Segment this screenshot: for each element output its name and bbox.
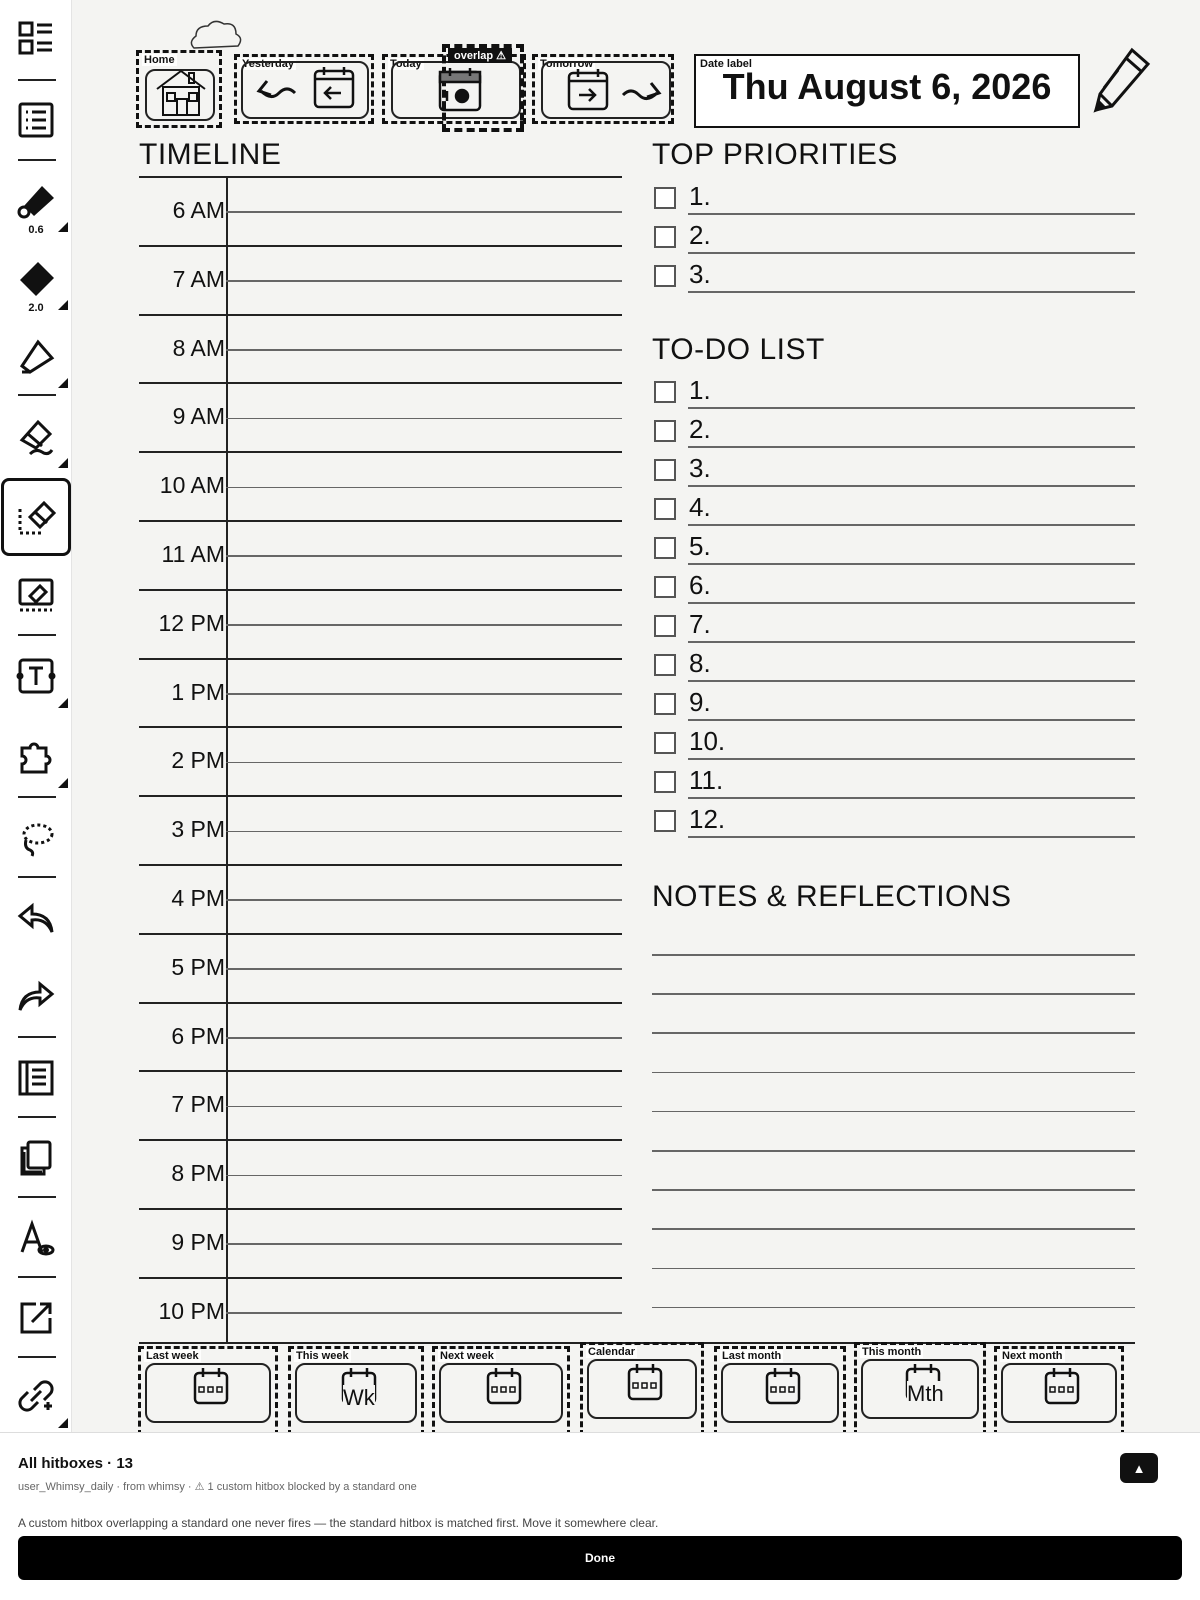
half-hour-line[interactable] <box>226 349 622 351</box>
item-line[interactable] <box>688 680 1135 682</box>
expand-triangle-icon[interactable] <box>58 222 68 232</box>
hour-line[interactable] <box>139 451 622 453</box>
notes-line[interactable] <box>652 1268 1135 1270</box>
calendar-back-icon <box>311 65 357 111</box>
link-icon <box>16 1376 56 1416</box>
hitbox-label: Home <box>144 54 175 66</box>
checkbox[interactable] <box>654 381 676 403</box>
half-hour-line[interactable] <box>226 693 622 695</box>
toolbar-divider <box>18 79 56 81</box>
timeline-top-rule <box>139 176 622 178</box>
half-hour-line[interactable] <box>226 899 622 901</box>
date-text: Thu August 6, 2026 <box>722 66 1052 107</box>
checkbox[interactable] <box>654 693 676 715</box>
lasso-tool[interactable] <box>0 800 72 876</box>
hour-label: 9 AM <box>172 403 225 430</box>
item-line[interactable] <box>688 485 1135 487</box>
half-hour-line[interactable] <box>226 1175 622 1177</box>
half-hour-line[interactable] <box>226 1037 622 1039</box>
export-button[interactable] <box>0 1280 72 1356</box>
hour-line[interactable] <box>139 1208 622 1210</box>
checkbox[interactable] <box>654 226 676 248</box>
notes-line[interactable] <box>652 1150 1135 1152</box>
arrow-left-icon <box>255 75 299 105</box>
hour-label: 8 AM <box>172 334 225 361</box>
hour-label: 1 PM <box>171 678 225 705</box>
checkbox[interactable] <box>654 459 676 481</box>
arrow-right-icon <box>619 77 663 107</box>
half-hour-line[interactable] <box>226 1106 622 1108</box>
hour-line[interactable] <box>139 795 622 797</box>
item-number: 5. <box>689 531 711 561</box>
done-button[interactable]: Done <box>18 1536 1182 1580</box>
hour-line[interactable] <box>139 382 622 384</box>
copy-pages-button[interactable] <box>0 1120 72 1196</box>
toolbar-divider <box>18 634 56 636</box>
hitbox-label: Today <box>390 58 422 70</box>
pen-size-label: 2.0 <box>28 302 44 314</box>
item-number: 1. <box>689 375 711 405</box>
plugin-tool[interactable] <box>0 718 72 794</box>
fountain-pen-tool[interactable] <box>0 162 72 238</box>
hour-label: 6 PM <box>171 1022 225 1049</box>
notebook-button[interactable] <box>0 1040 72 1116</box>
hour-line[interactable] <box>139 726 622 728</box>
half-hour-line[interactable] <box>226 487 622 489</box>
item-number: 2. <box>689 220 711 250</box>
item-number: 12. <box>689 804 726 834</box>
hitbox-label: Calendar <box>588 1346 636 1358</box>
bottom-nav-hitbox[interactable] <box>994 1346 1124 1432</box>
copy-pages-icon <box>16 1138 56 1178</box>
notes-line[interactable] <box>652 1189 1135 1191</box>
toolbar-divider <box>18 876 56 878</box>
hour-label: 9 PM <box>171 1229 225 1255</box>
item-line[interactable] <box>688 758 1135 760</box>
calendar-icon <box>615 1361 675 1401</box>
week-text: Wk <box>343 1385 375 1410</box>
checkbox[interactable] <box>654 420 676 442</box>
text-box-icon <box>16 656 56 696</box>
checkbox[interactable] <box>654 615 676 637</box>
home-hitbox[interactable] <box>136 50 222 128</box>
item-line[interactable] <box>688 524 1135 526</box>
last-week-icon <box>181 1365 241 1405</box>
export-icon <box>16 1298 56 1338</box>
calendar-today-icon <box>436 66 484 114</box>
item-number: 3. <box>689 453 711 483</box>
bottom-nav-hitbox[interactable] <box>580 1342 704 1432</box>
todo-title: TO-DO LIST <box>652 333 825 366</box>
selection-eraser-icon <box>16 497 56 537</box>
hour-line[interactable] <box>139 520 622 522</box>
checkbox[interactable] <box>654 576 676 598</box>
item-line[interactable] <box>688 641 1135 643</box>
hitbox-label: Last month <box>722 1350 782 1362</box>
timeline-title: TIMELINE <box>139 138 282 171</box>
overlap-hitbox[interactable] <box>442 44 524 132</box>
next-week-icon <box>474 1365 534 1405</box>
half-hour-line[interactable] <box>226 1243 622 1245</box>
date-label-hitbox[interactable] <box>694 54 1080 128</box>
toolbar-divider <box>18 796 56 798</box>
item-line[interactable] <box>688 836 1135 838</box>
next-month-icon <box>1032 1365 1092 1405</box>
item-line[interactable] <box>688 797 1135 799</box>
hour-line[interactable] <box>139 1139 622 1141</box>
item-line[interactable] <box>688 213 1135 215</box>
hour-label: 5 PM <box>171 953 225 980</box>
bottom-nav-hitbox[interactable] <box>138 1346 278 1432</box>
notes-line[interactable] <box>652 1072 1135 1074</box>
hitbox-label: Next month <box>1002 1350 1063 1362</box>
notebook-icon <box>16 1058 56 1098</box>
erase-all-icon <box>16 574 56 614</box>
checkbox[interactable] <box>654 537 676 559</box>
item-line[interactable] <box>688 563 1135 565</box>
item-number: 9. <box>689 687 711 717</box>
checkbox[interactable] <box>654 187 676 209</box>
plugin-icon <box>16 736 56 776</box>
planner-page[interactable] <box>72 0 1200 1432</box>
redo-icon <box>16 976 56 1016</box>
item-number: 8. <box>689 648 711 678</box>
calendar-forward-icon <box>565 67 611 113</box>
expand-triangle-icon[interactable] <box>58 300 68 310</box>
half-hour-line[interactable] <box>226 418 622 420</box>
hitbox-label: Next week <box>440 1350 494 1362</box>
priorities-title: TOP PRIORITIES <box>652 138 898 171</box>
last-month-icon <box>753 1365 813 1405</box>
toolbar-divider <box>18 394 56 396</box>
toolbar-divider <box>18 1196 56 1198</box>
item-line[interactable] <box>688 719 1135 721</box>
checkbox[interactable] <box>654 265 676 287</box>
notes-line[interactable] <box>652 1228 1135 1230</box>
item-line[interactable] <box>688 602 1135 604</box>
hour-label: 12 PM <box>158 609 225 636</box>
page-list-button[interactable] <box>0 82 72 158</box>
redo-button[interactable] <box>0 958 72 1034</box>
highlighter-icon <box>16 336 56 376</box>
half-hour-line[interactable] <box>226 555 622 557</box>
collapse-sheet-button[interactable] <box>1120 1453 1158 1483</box>
item-number: 7. <box>689 609 711 639</box>
hour-label: 10 PM <box>158 1297 225 1324</box>
item-number: 4. <box>689 492 711 522</box>
item-number: 2. <box>689 414 711 444</box>
tomorrow-hitbox[interactable] <box>532 54 674 124</box>
hour-label: 6 AM <box>172 197 225 223</box>
pen-size-label: 0.6 <box>28 224 44 236</box>
selection-eraser-tool[interactable] <box>1 478 71 556</box>
hour-label: 2 PM <box>171 747 225 774</box>
hitbox-sheet <box>0 1432 1200 1600</box>
item-number: 10. <box>689 726 726 756</box>
yesterday-hitbox[interactable] <box>234 54 374 124</box>
hour-line[interactable] <box>139 658 622 660</box>
half-hour-line[interactable] <box>226 762 622 764</box>
toolbar-divider <box>18 1276 56 1278</box>
expand-triangle-icon[interactable] <box>58 698 68 708</box>
text-box-tool[interactable] <box>0 638 72 714</box>
hour-label: 7 PM <box>171 1091 225 1118</box>
eraser-tool[interactable] <box>0 398 72 474</box>
expand-triangle-icon[interactable] <box>58 378 68 388</box>
undo-button[interactable] <box>0 880 72 956</box>
lasso-icon <box>16 818 56 858</box>
notes-line[interactable] <box>652 1307 1135 1309</box>
notes-line[interactable] <box>652 1111 1135 1113</box>
hitbox-label: This week <box>296 1350 349 1362</box>
sheet-meta: user_Whimsy_daily · from whimsy · ⚠ 1 custom hitbox blocked by a standard one <box>18 1481 417 1493</box>
hour-label: 8 PM <box>171 1160 225 1187</box>
page-list-icon <box>16 100 56 140</box>
item-line[interactable] <box>688 446 1135 448</box>
font-preview-button[interactable] <box>0 1200 72 1276</box>
eraser-icon <box>16 416 56 456</box>
hour-line[interactable] <box>139 1002 622 1004</box>
bottom-nav-hitbox[interactable] <box>432 1346 570 1432</box>
marker-icon <box>16 258 56 298</box>
hitbox-label: Date label <box>700 58 752 70</box>
hour-label: 7 AM <box>172 265 225 292</box>
marker-tool[interactable] <box>0 240 72 316</box>
hour-line[interactable] <box>139 1070 622 1072</box>
checkbox[interactable] <box>654 654 676 676</box>
fountain-pen-icon <box>16 180 56 220</box>
highlighter-tool[interactable] <box>0 318 72 394</box>
hour-line[interactable] <box>139 933 622 935</box>
expand-triangle-icon[interactable] <box>58 1418 68 1428</box>
left-toolbar <box>0 0 72 1432</box>
hitbox-label: This month <box>862 1346 922 1358</box>
hour-label: 11 AM <box>161 541 225 567</box>
hour-line[interactable] <box>139 589 622 591</box>
timeline-divider <box>226 176 228 1342</box>
item-line[interactable] <box>688 252 1135 254</box>
bottom-nav-hitbox[interactable] <box>288 1346 424 1432</box>
bottom-nav-hitbox[interactable] <box>714 1346 846 1432</box>
item-number: 11. <box>689 765 724 795</box>
undo-icon <box>16 898 56 938</box>
pencil-icon[interactable] <box>1090 44 1154 116</box>
half-hour-line[interactable] <box>226 211 622 213</box>
checkbox[interactable] <box>654 810 676 832</box>
expand-triangle-icon[interactable] <box>58 778 68 788</box>
house-icon <box>153 67 209 119</box>
hour-line[interactable] <box>139 245 622 247</box>
overlap-warning-label: overlap ⚠ <box>448 48 512 63</box>
checkbox[interactable] <box>654 732 676 754</box>
half-hour-line[interactable] <box>226 968 622 970</box>
hitbox-label: Last week <box>146 1350 199 1362</box>
item-line[interactable] <box>688 291 1135 293</box>
link-tool[interactable] <box>0 1358 72 1434</box>
half-hour-line[interactable] <box>226 624 622 626</box>
chevron-up-icon: ▲ <box>1132 1460 1146 1476</box>
hour-label: 10 AM <box>159 472 225 499</box>
toolbar-divider <box>18 159 56 161</box>
hour-line[interactable] <box>139 1277 622 1279</box>
sheet-title: All hitboxes · 13 <box>18 1455 134 1472</box>
half-hour-line[interactable] <box>226 280 622 282</box>
item-number: 1. <box>689 181 711 211</box>
cloud-doodle-icon <box>188 18 244 54</box>
checkbox[interactable] <box>654 498 676 520</box>
erase-all-tool[interactable] <box>0 556 72 632</box>
sheet-description: A custom hitbox overlapping a standard one never fires — the standard hitbox is matched first. Move it somewhere clear. <box>18 1516 659 1530</box>
hitbox-label: Tomorrow <box>540 58 593 70</box>
notes-title: NOTES & REFLECTIONS <box>652 880 1012 913</box>
hour-label: 4 PM <box>171 885 225 911</box>
item-line[interactable] <box>688 407 1135 409</box>
half-hour-line[interactable] <box>226 1312 622 1314</box>
toolbar-divider <box>18 1036 56 1038</box>
month-text: Mth <box>907 1381 944 1406</box>
checkbox[interactable] <box>654 771 676 793</box>
hour-line[interactable] <box>139 314 622 316</box>
hitbox-label: Yesterday <box>242 58 294 70</box>
item-number: 6. <box>689 570 711 600</box>
hour-label: 3 PM <box>171 816 225 843</box>
toolbar-divider <box>18 1116 56 1118</box>
sidebar-toc-button[interactable] <box>0 0 72 76</box>
hour-line[interactable] <box>139 864 622 866</box>
notes-line[interactable] <box>652 1032 1135 1034</box>
bottom-nav-hitbox[interactable] <box>854 1342 986 1432</box>
notes-line[interactable] <box>652 993 1135 995</box>
item-number: 3. <box>689 259 711 289</box>
sidebar-toc-icon <box>16 18 56 58</box>
font-preview-icon <box>16 1218 56 1258</box>
half-hour-line[interactable] <box>226 831 622 833</box>
expand-triangle-icon[interactable] <box>58 458 68 468</box>
notes-line[interactable] <box>652 954 1135 956</box>
